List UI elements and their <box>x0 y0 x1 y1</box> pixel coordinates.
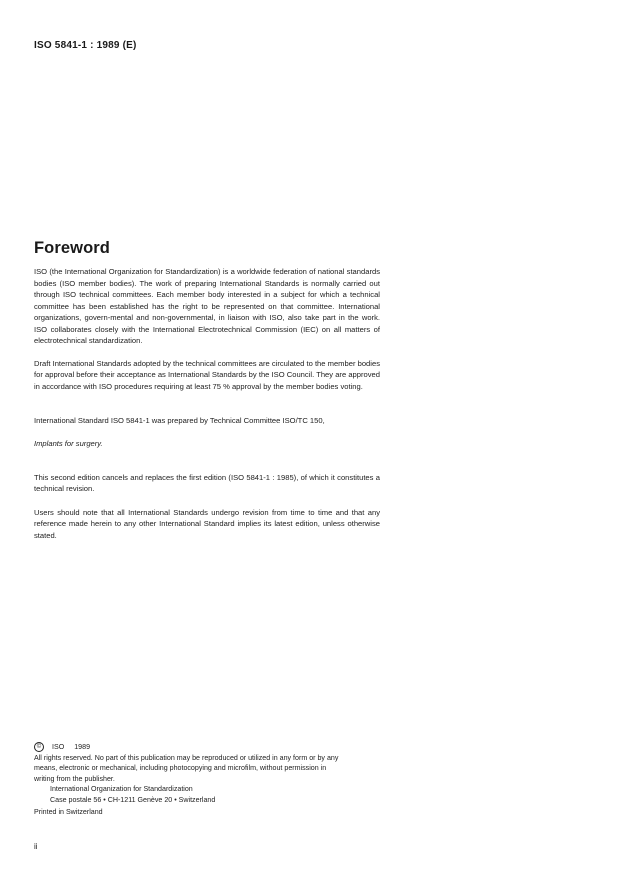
paragraph-edition: This second edition cancels and replaces the first edition (ISO 5841-1 : 1985), of which it constitutes a technical revision. <box>34 472 380 493</box>
copyright-line <box>34 742 380 753</box>
committee-title: Implants for surgery. <box>34 438 103 448</box>
document-identifier: ISO 5841-1 : 1989 (E) <box>34 40 137 51</box>
copyright-icon: © <box>34 742 44 752</box>
rights-line-2: means, electronic or mechanical, including photocopying and microfilm, without permission in <box>34 764 327 773</box>
copyright-footer <box>34 742 380 817</box>
copyright-org: ISO <box>52 743 65 751</box>
paragraph-revision-note: Users should note that all International Standards undergo revision from time to time and that any reference made herein to any other International Standard implies its latest edition, unless otherwise stated. <box>34 507 380 540</box>
section-heading: Foreword <box>34 239 110 257</box>
printed-in: Printed in Switzerland <box>34 807 103 816</box>
rights-line-1: All rights reserved. No part of this publication may be reproduced or utilized in any form or by any <box>34 753 339 762</box>
preparation-line: International Standard ISO 5841-1 was prepared by Technical Committee ISO/TC 150, <box>34 415 325 425</box>
copyright-year: 1989 <box>74 743 91 751</box>
address-line-2: Case postale 56 • CH-1211 Genève 20 • Switzerland <box>50 795 216 804</box>
address-line-1: International Organization for Standardization <box>50 785 193 794</box>
rights-line-3: writing from the publisher. <box>34 774 115 783</box>
foreword-body <box>34 266 380 541</box>
paragraph-iso-description: ISO (the International Organization for Standardization) is a worldwide federation of national standards bodies (ISO member bodies). The work of preparing International Standards is normally carried out through ISO technical committees. Each member body interested in a subject for which a technical committee has been established has the right to be represented on that committee. International organizations, govern-mental and non-governmental, in liaison with ISO, also take part in the work. ISO collaborates closely with the International Electrotechnical Commission (IEC) on all matters of electrotechnical standardization. <box>34 267 380 345</box>
paragraph-preparation <box>34 403 380 461</box>
paragraph-draft-standards: Draft International Standards adopted by the technical committees are circulated to the member bodies for approval before their acceptance as International Standards by the ISO Council. They are approved in accordance with ISO procedures requiring at least 75 % approval by the member bodies voting. <box>34 358 380 391</box>
page-number: ii <box>34 842 38 851</box>
